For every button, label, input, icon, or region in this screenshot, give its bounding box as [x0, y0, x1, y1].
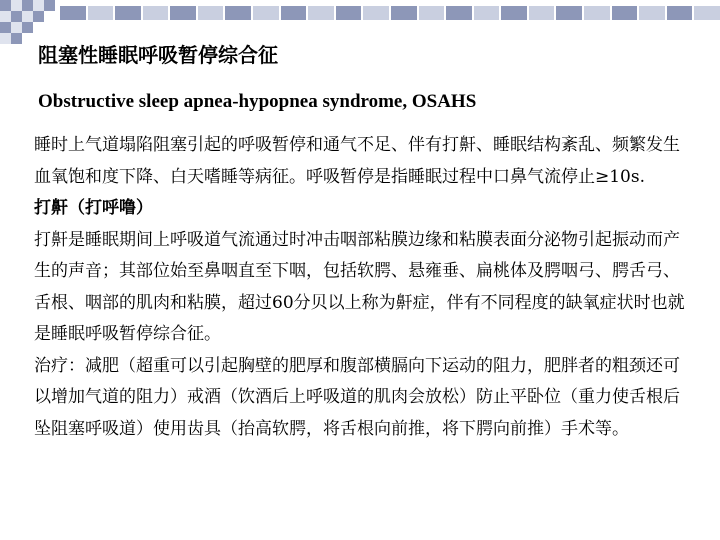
snoring-paragraph: 打鼾是睡眠期间上呼吸道气流通过时冲击咽部粘膜边缘和粘膜表面分泌物引起振动而产生的声音；其部位始至鼻咽直至下咽，包括软腭、悬雍垂、扁桃体及腭咽弓、腭舌弓、舌根、咽部的肌肉和粘膜，超过60分贝以上称为鼾症，伴有不同程度的缺氧症状时也就是睡眠呼吸暂停综合征。: [34, 229, 685, 344]
slide-title: 阻塞性睡眠呼吸暂停综合征: [38, 43, 278, 67]
decorative-top-bar: [60, 6, 720, 20]
snoring-heading: 打鼾（打呼噜）: [34, 198, 153, 218]
definition-paragraph: 睡时上气道塌陷阻塞引起的呼吸暂停和通气不足、伴有打鼾、睡眠结构紊乱、频繁发生血氧饱和度下降、白天嗜睡等病征。呼吸暂停是指睡眠过程中口鼻气流停止≥10s.: [34, 135, 680, 187]
decorative-checker-pattern: [0, 0, 60, 44]
slide-subtitle-english: Obstructive sleep apnea-hypopnea syndrome, OSAHS: [38, 91, 477, 112]
slide-body: [34, 130, 694, 445]
treatment-paragraph: 治疗：减肥（超重可以引起胸壁的肥厚和腹部横膈向下运动的阻力，肥胖者的粗颈还可以增加气道的阻力）戒酒（饮酒后上呼吸道的肌肉会放松）防止平卧位（重力使舌根后坠阻塞呼吸道）使用齿具（抬高软腭，将舌根向前推，将下腭向前推）手术等。: [34, 355, 680, 439]
